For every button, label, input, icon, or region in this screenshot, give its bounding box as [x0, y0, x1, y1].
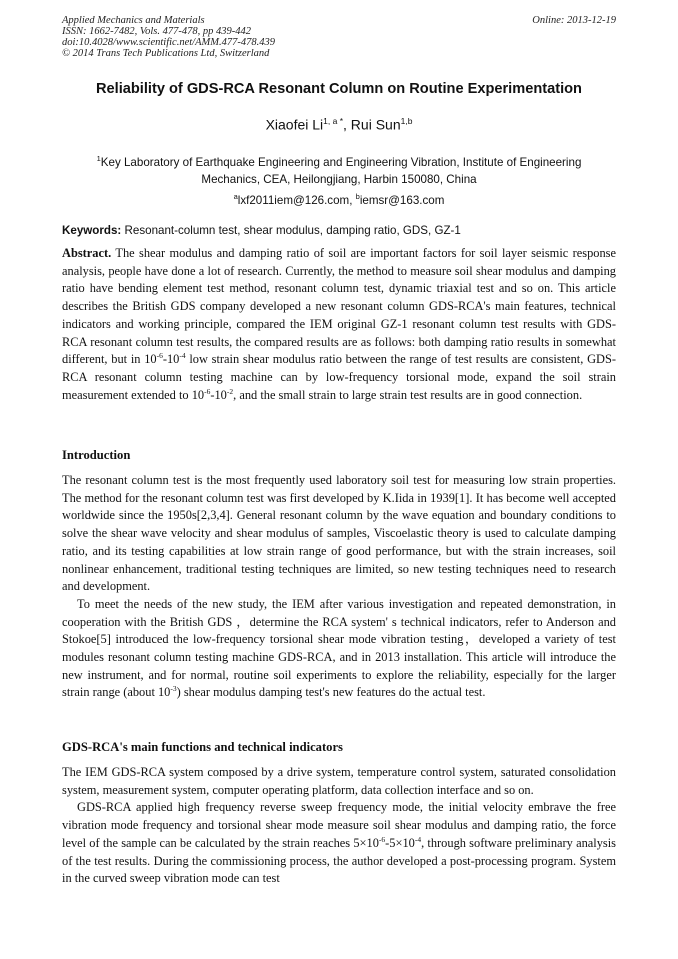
paragraph-text: To meet the needs of the new study, the IEM after various investigation and repeated demonstration, in cooperation with the British GDS ，determine the RCA system' s technical indicators, refer to Anderson and Stokoe[5] introduced the low-frequency torsional shear mode vibration testing，developed a variety of test modules resonant column testing machine GDS-RCA, and in 2013 installation. This article will introduce the new instrument, and for normal, routine soil experiments to explore the reliability, especially for the larger strain range (about 10	[62, 596, 616, 700]
paragraph-text: GDS-RCA applied high frequency reverse sweep frequency mode, the initial velocity embrave the free vibration mode frequency and torsional shear mode measure soil shear modulus and damping ratio, the force level of the sample can be calculated by the strain reaches 5×10	[62, 800, 616, 850]
paragraph-text: , through software preliminary analysis of the test results. During the commissioning process, the author developed a post-processing program. System in the curved sweep vibration mode can test	[62, 835, 616, 886]
paragraph	[62, 799, 616, 888]
doi-line: doi:10.4028/www.scientific.net/AMM.477-478.439	[62, 37, 275, 48]
email-mark: a	[233, 192, 238, 201]
journal-header	[62, 15, 616, 59]
paper-title: Reliability of GDS-RCA Resonant Column on Routine Experimentation	[96, 81, 582, 97]
affiliation	[62, 150, 616, 188]
copyright-line: © 2014 Trans Tech Publications Ltd, Switzerland	[62, 48, 270, 59]
email-mark: b	[355, 192, 360, 201]
introduction-body	[62, 472, 616, 702]
author-name: Xiaofei Li	[265, 116, 324, 133]
exponent: -3	[170, 684, 177, 694]
exponent: -4	[414, 834, 422, 844]
abstract-label: Abstract.	[62, 246, 112, 260]
issn-line: ISSN: 1662-7482, Vols. 477-478, pp 439-442	[62, 26, 251, 37]
abstract-text: -10	[162, 352, 180, 367]
author-affil-mark: 1, a *	[323, 116, 344, 126]
affil-line: Mechanics, CEA, Heilongjiang, Harbin 150080, China	[201, 172, 477, 186]
exponent: -6	[378, 834, 386, 844]
keywords	[62, 224, 616, 237]
journal-name: Applied Mechanics and Materials	[62, 15, 205, 26]
abstract-text: The shear modulus and damping ratio of soil are important factors for soil layer seismic response analysis, people have done a lot of research. Currently, the method to measure soil shear modulus and damping ratio have bending element test method, resonant column test, dynamic triaxial test and so on. This article describes the British GDS company developed a new resonant column GDS-RCA's main features, technical indicators and working principle, compared the IEM original GZ-1 resonant column test results with GDS-RCA resonant column test results, the compared results are as follows: both damping ratio results in somewhat different, but in 10	[62, 246, 616, 367]
paragraph: The IEM GDS-RCA system composed by a drive system, temperature control system, saturated consolidation system, measurement system, computer operating platform, data collection interface and so on.	[62, 765, 616, 797]
abstract-text: -10	[210, 387, 227, 402]
abstract-text: , and the small strain to large strain test results are in good connection.	[233, 387, 583, 402]
keywords-text: Resonant-column test, shear modulus, damping ratio, GDS, GZ-1	[121, 224, 461, 237]
abstract	[62, 245, 616, 404]
paragraph: The resonant column test is the most frequently used laboratory soil test for measuring low strain properties. The method for the resonant column test was first developed by K.Iida in 1939[1]. It has become well accepted worldwide since the 1950s[2,3,4]. General resonant column by the wave equation and boundary conditions to solve the shear wave velocity and shear modulus of samples, Viscoelastic theory is used to calculate damping ratio, and its testing capabilities at low strain range of good performance, but with the strain increases, soil nonlinear enhancement, traditional testing techniques are limited, so new testing techniques need to research and development.	[62, 473, 616, 594]
functions-body	[62, 764, 616, 888]
exponent: -6	[156, 351, 163, 361]
keywords-label: Keywords:	[62, 224, 122, 237]
email-link[interactable]: lxf2011iem@126.com,	[237, 193, 356, 207]
exponent: -6	[204, 386, 211, 396]
paragraph-text: -5×10	[385, 835, 415, 850]
email-link[interactable]: iemsr@163.com	[359, 193, 445, 207]
exponent: -2	[226, 386, 234, 396]
author-name: Rui Sun	[350, 116, 401, 133]
email-line	[62, 192, 616, 207]
paragraph-text: ) shear modulus damping test's new features do the actual test.	[176, 685, 486, 700]
paragraph	[62, 596, 616, 702]
online-date: Online: 2013-12-19	[532, 15, 616, 26]
author-separator: ,	[343, 116, 351, 133]
exponent: -4	[179, 351, 186, 361]
affil-line: Key Laboratory of Earthquake Engineering and Engineering Vibration, Institute of Engineering	[100, 155, 582, 169]
affil-mark: 1	[96, 154, 101, 163]
author-list	[30, 116, 648, 133]
section-heading-functions: GDS-RCA's main functions and technical indicators	[62, 740, 343, 754]
abstract-text: low strain shear modulus ratio between the range of test results are consistent, GDS-RCA resonant column testing machine can by low-frequency torsional mode, expand the soil strain measurement extended to 10	[62, 352, 616, 402]
section-heading-introduction: Introduction	[62, 448, 131, 462]
author-affil-mark: 1,b	[400, 116, 413, 126]
